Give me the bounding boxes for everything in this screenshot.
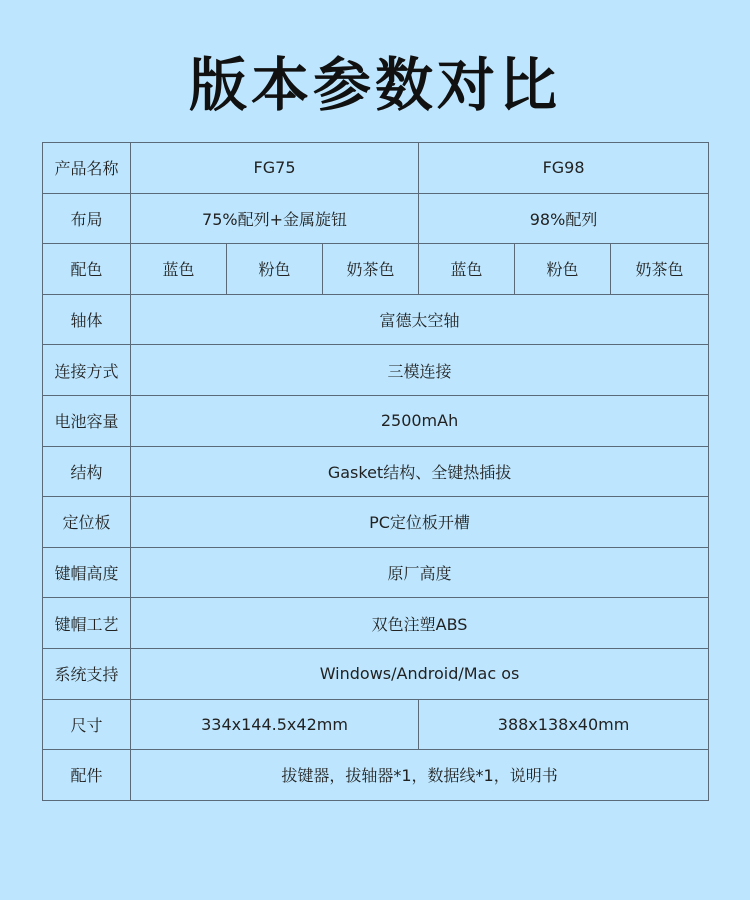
value-fg75-layout: 75%配列+金属旋钮 xyxy=(131,193,419,244)
row-structure xyxy=(43,446,709,497)
value-system: Windows/Android/Mac os xyxy=(131,648,709,699)
value-fg98-size: 388x138x40mm xyxy=(419,699,709,750)
label-battery: 电池容量 xyxy=(43,395,131,446)
color-option: 蓝色 xyxy=(419,244,515,295)
row-system xyxy=(43,648,709,699)
label-system: 系统支持 xyxy=(43,648,131,699)
row-keycap-height xyxy=(43,547,709,598)
value-fg75-size: 334x144.5x42mm xyxy=(131,699,419,750)
label-size: 尺寸 xyxy=(43,699,131,750)
color-option: 奶茶色 xyxy=(611,244,709,295)
label-product-name: 产品名称 xyxy=(43,143,131,194)
row-keycap-craft xyxy=(43,598,709,649)
label-keycap-height: 键帽高度 xyxy=(43,547,131,598)
label-color: 配色 xyxy=(43,244,131,295)
label-connection: 连接方式 xyxy=(43,345,131,396)
value-accessory: 拔键器，拔轴器*1，数据线*1，说明书 xyxy=(131,750,709,801)
color-option: 粉色 xyxy=(227,244,323,295)
row-accessory xyxy=(43,750,709,801)
label-keycap-craft: 键帽工艺 xyxy=(43,598,131,649)
value-battery: 2500mAh xyxy=(131,395,709,446)
label-structure: 结构 xyxy=(43,446,131,497)
row-layout xyxy=(43,193,709,244)
value-plate: PC定位板开槽 xyxy=(131,497,709,548)
label-plate: 定位板 xyxy=(43,497,131,548)
page-title: 版本参数对比 xyxy=(188,51,561,119)
row-product-name xyxy=(43,143,709,194)
label-accessory: 配件 xyxy=(43,750,131,801)
row-size xyxy=(43,699,709,750)
color-option: 蓝色 xyxy=(131,244,227,295)
color-option: 粉色 xyxy=(515,244,611,295)
value-fg75-name: FG75 xyxy=(131,143,419,194)
value-connection: 三模连接 xyxy=(131,345,709,396)
label-layout: 布局 xyxy=(43,193,131,244)
row-switch xyxy=(43,294,709,345)
value-keycap-craft: 双色注塑ABS xyxy=(131,598,709,649)
row-connection xyxy=(43,345,709,396)
value-keycap-height: 原厂高度 xyxy=(131,547,709,598)
color-option: 奶茶色 xyxy=(323,244,419,295)
label-switch: 轴体 xyxy=(43,294,131,345)
row-battery xyxy=(43,395,709,446)
value-structure: Gasket结构、全键热插拔 xyxy=(131,446,709,497)
spec-table xyxy=(42,142,709,801)
row-plate xyxy=(43,497,709,548)
value-fg98-layout: 98%配列 xyxy=(419,193,709,244)
value-switch: 富德太空轴 xyxy=(131,294,709,345)
value-fg98-name: FG98 xyxy=(419,143,709,194)
row-color xyxy=(43,244,709,295)
